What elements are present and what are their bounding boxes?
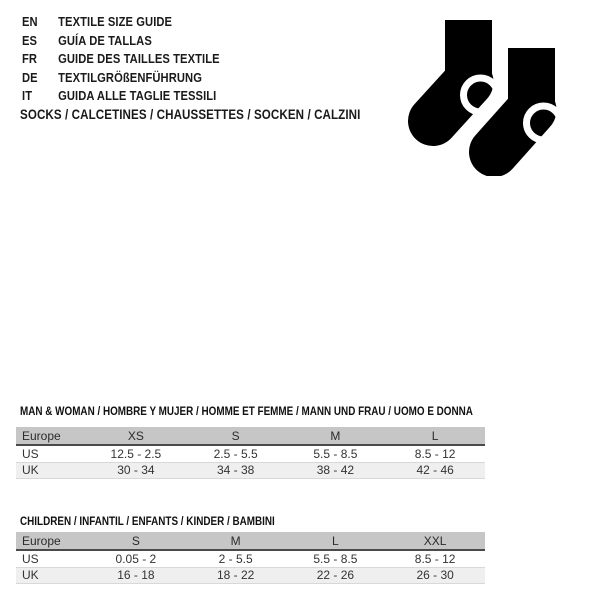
size-value: 30 - 34 xyxy=(117,463,155,478)
socks-icon xyxy=(404,18,564,176)
column-header-size: L xyxy=(431,428,439,443)
language-code: IT xyxy=(22,88,33,104)
size-value: 2.5 - 5.5 xyxy=(213,446,258,461)
row-label: UK xyxy=(22,463,39,478)
language-code: FR xyxy=(22,51,38,67)
size-value: 34 - 38 xyxy=(216,463,255,478)
table-header-row xyxy=(16,427,485,446)
column-header-size: S xyxy=(131,533,140,548)
size-table-man-woman xyxy=(16,427,485,479)
language-code: EN xyxy=(22,14,38,29)
size-value: 16 - 18 xyxy=(117,568,155,583)
language-row xyxy=(22,87,220,106)
column-header-region: Europe xyxy=(22,428,61,443)
column-header-size: S xyxy=(231,428,240,443)
column-header-size: XXL xyxy=(423,533,447,548)
column-header-size: M xyxy=(330,428,341,443)
table-row xyxy=(16,446,485,463)
size-value: 8.5 - 12 xyxy=(414,551,456,566)
table-row xyxy=(16,568,485,585)
table-title-children: CHILDREN / INFANTIL / ENFANTS / KINDER / BAMBINI xyxy=(20,516,275,528)
size-value: 5.5 - 8.5 xyxy=(313,551,358,566)
size-value: 8.5 - 12 xyxy=(414,446,456,461)
table-row xyxy=(16,463,485,480)
language-label: GUIDA ALLE TAGLIE TESSILI xyxy=(58,88,217,104)
language-label: TEXTILE SIZE GUIDE xyxy=(58,14,173,29)
size-value: 2 - 5.5 xyxy=(218,551,253,566)
language-list xyxy=(22,13,220,106)
size-value: 5.5 - 8.5 xyxy=(313,446,358,461)
size-value: 0.05 - 2 xyxy=(115,551,157,566)
size-value: 26 - 30 xyxy=(416,568,454,583)
language-label: GUIDE DES TAILLES TEXTILE xyxy=(58,51,220,67)
language-row xyxy=(22,69,220,88)
size-value: 22 - 26 xyxy=(316,568,355,583)
language-label: TEXTILGRÖßENFÜHRUNG xyxy=(58,69,202,85)
language-row xyxy=(22,32,220,51)
language-code: ES xyxy=(22,32,38,48)
language-label: GUÍA DE TALLAS xyxy=(58,32,152,48)
socks-icon-svg xyxy=(404,18,564,176)
table-header-row xyxy=(16,532,485,551)
size-value: 42 - 46 xyxy=(416,463,454,478)
row-label: UK xyxy=(22,568,39,583)
size-value: 18 - 22 xyxy=(216,568,255,583)
category-title-text: SOCKS / CALCETINES / CHAUSSETTES / SOCKEN / CALZINI xyxy=(20,107,361,122)
row-label: US xyxy=(22,551,39,566)
row-label: US xyxy=(22,446,39,461)
column-header-region: Europe xyxy=(22,533,61,548)
table-row xyxy=(16,551,485,568)
column-header-size: L xyxy=(332,533,339,548)
size-table-children xyxy=(16,532,485,584)
column-header-size: M xyxy=(230,533,241,548)
table-title-man-woman: MAN & WOMAN / HOMBRE Y MUJER / HOMME ET FEMME / MANN UND FRAU / UOMO E DONNA xyxy=(20,406,473,418)
size-value: 12.5 - 2.5 xyxy=(110,446,162,461)
language-row xyxy=(22,13,220,32)
language-code: DE xyxy=(22,69,38,85)
column-header-size: XS xyxy=(127,428,144,443)
category-title xyxy=(20,107,416,122)
language-row xyxy=(22,50,220,69)
size-value: 38 - 42 xyxy=(316,463,355,478)
